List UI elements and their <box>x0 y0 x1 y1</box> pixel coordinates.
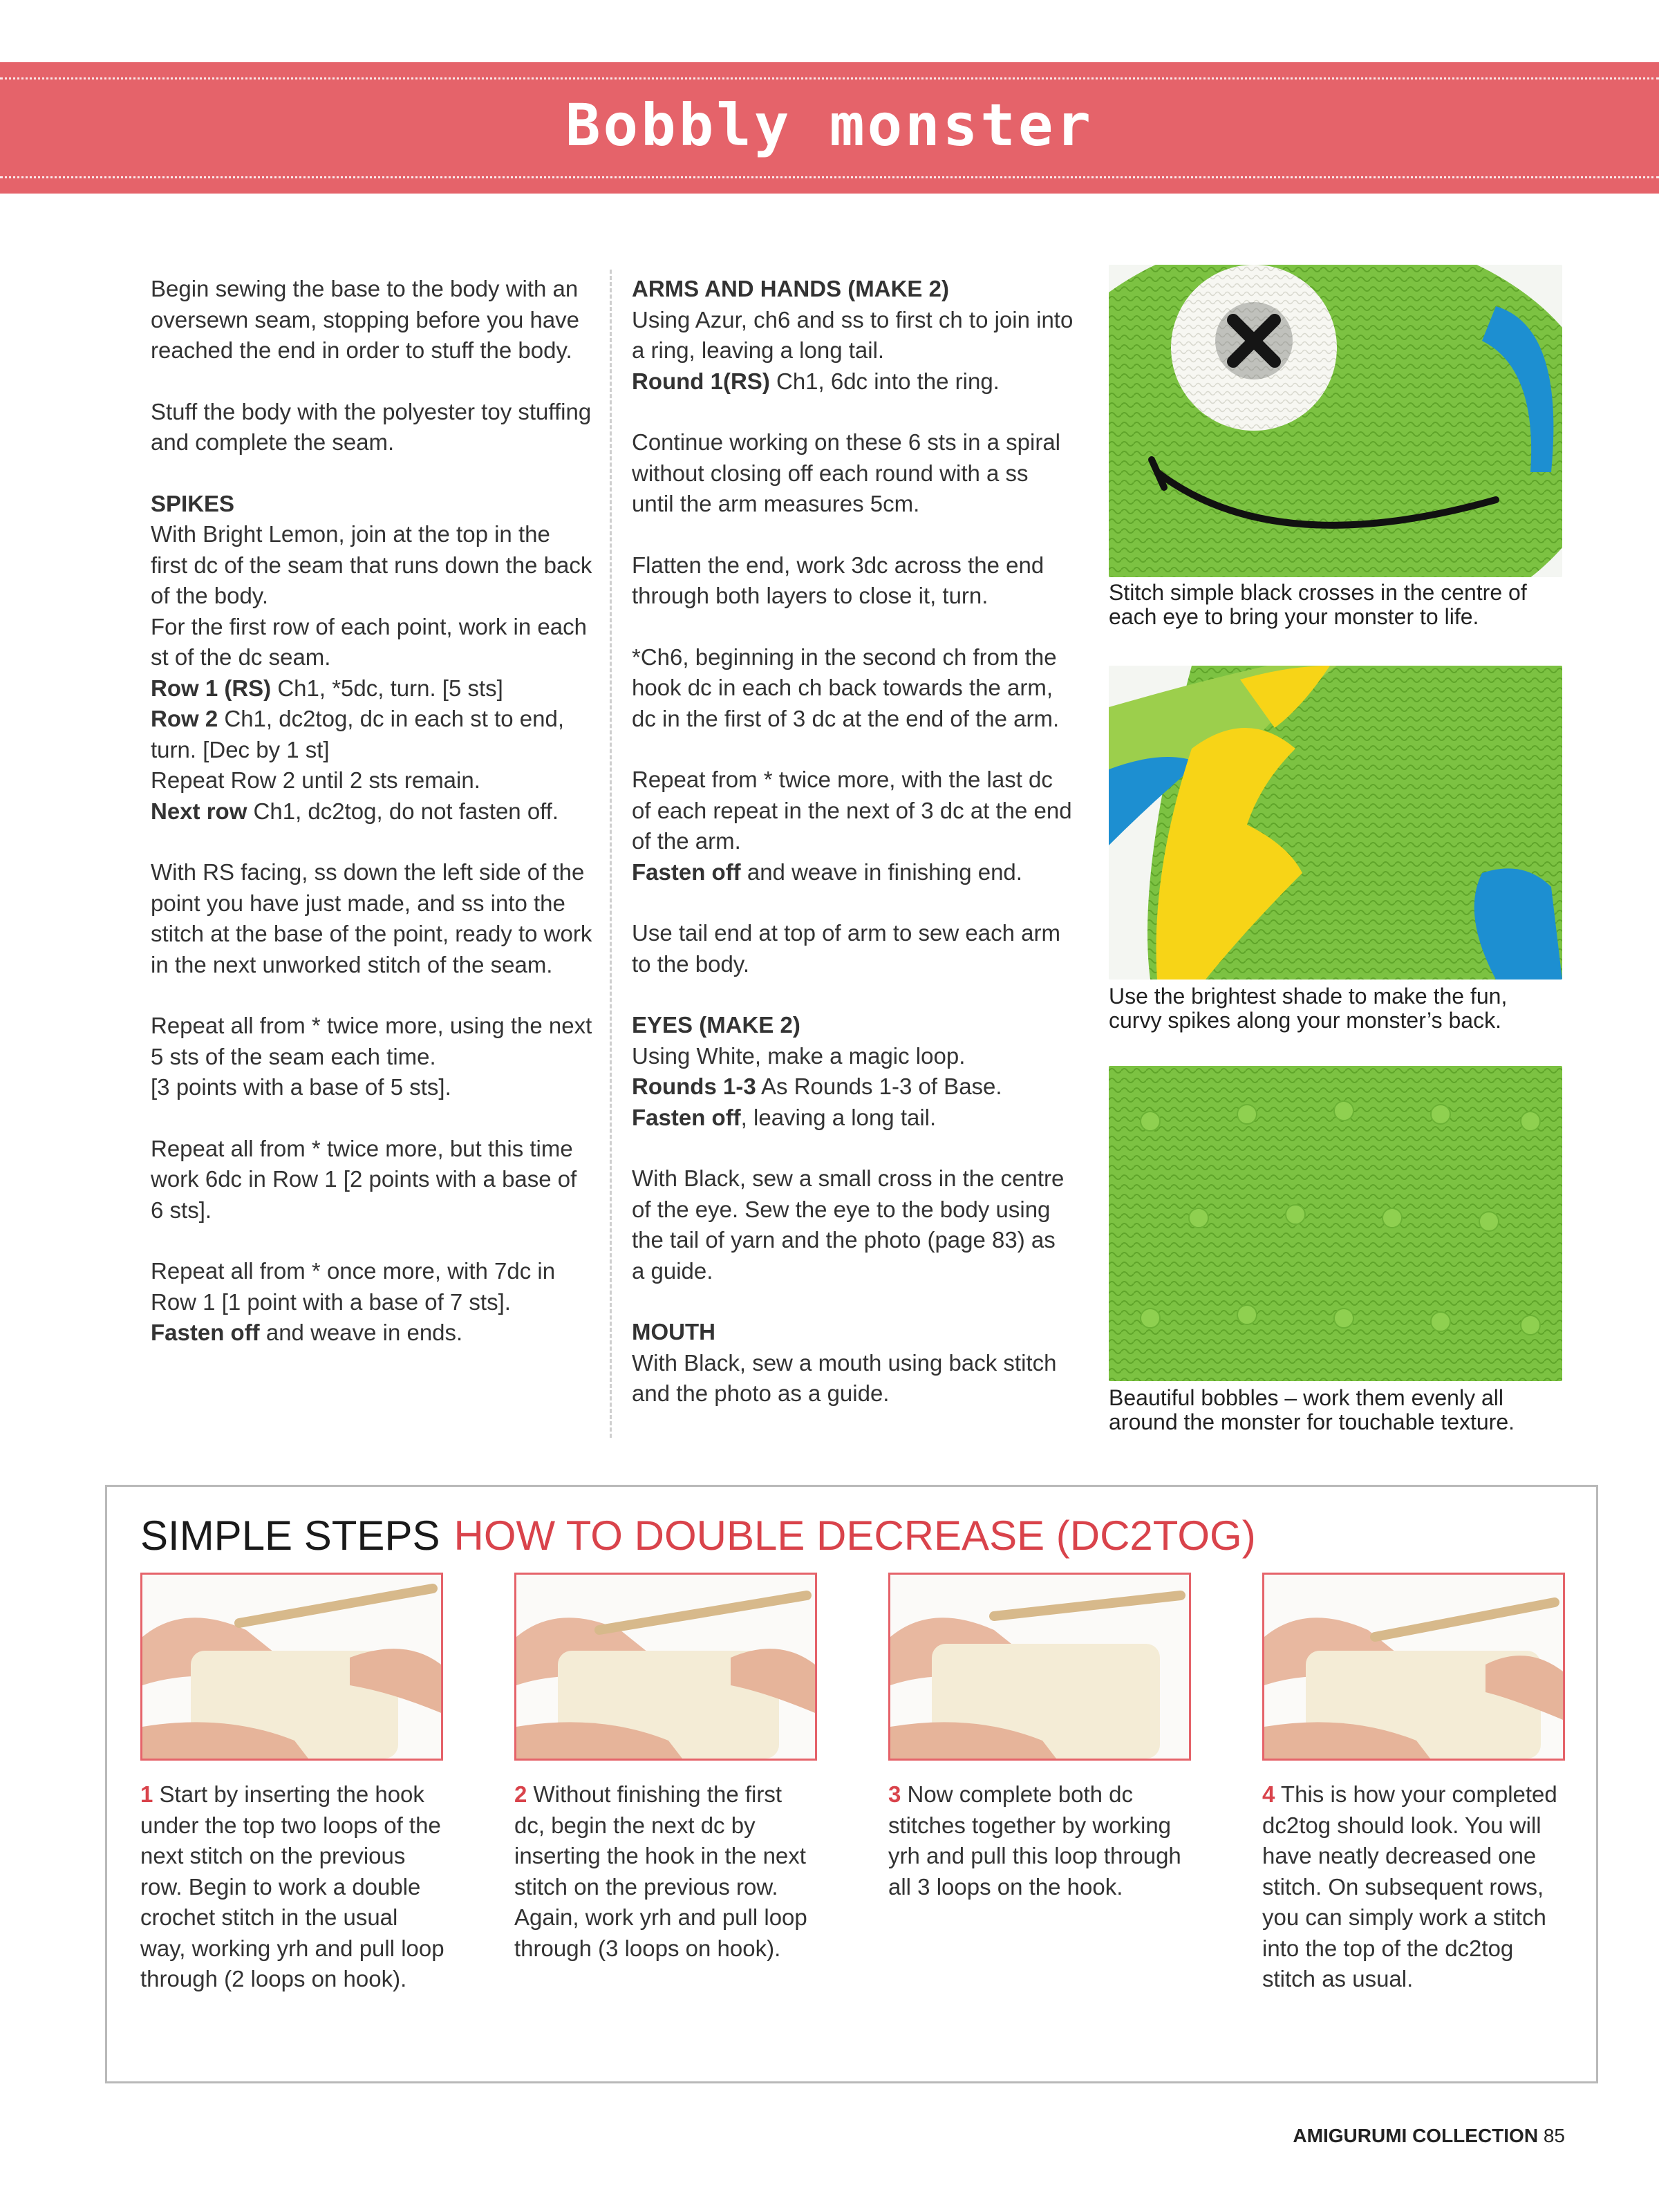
repeat-from-text: Repeat from * twice more, with the last dc of each repeat in the next of 3 dc at the end of the arm. <box>632 767 1072 854</box>
step-4-description: This is how your completed dc2tog should look. You will have neatly decreased one stitch. On subsequent rows, you can simply work a stitch into the top of the dc2tog stitch as usual. <box>1262 1781 1557 1991</box>
steps-title-prefix: SIMPLE STEPS <box>140 1512 440 1559</box>
simple-steps-box <box>105 1485 1598 2083</box>
paragraph-sewing-base: Begin sewing the base to the body with an oversewn seam, stopping before you have reached the end in order to stuff the body. <box>151 276 580 363</box>
eyes-instruction: Using White, make a magic loop. <box>632 1042 966 1069</box>
photo-bobbles-texture <box>1109 1066 1562 1381</box>
paragraph-stuffing: Stuff the body with the polyester toy stuffing and complete the seam. <box>151 398 592 455</box>
step-1-photo <box>140 1573 443 1761</box>
step-3-number: 3 <box>888 1781 901 1807</box>
step-1-description: Start by inserting the hook under the top two loops of the next stitch on the previous row. Begin to work a double crochet stitch in the usual way, working yrh and pull loop through (2 loops on hook). <box>140 1781 444 1991</box>
round1-label: Round 1(RS) <box>632 368 770 394</box>
page-footer <box>1293 2125 1565 2147</box>
step-4-photo <box>1262 1573 1565 1761</box>
mouth-instruction: With Black, sew a mouth using back stitch and the photo as a guide. <box>632 1349 1057 1406</box>
fasten-off-text-3: , leaving a long tail. <box>740 1104 937 1130</box>
text-column-middle <box>632 274 1074 1440</box>
rounds-label: Rounds 1-3 <box>632 1074 756 1099</box>
column-divider <box>610 270 612 1438</box>
photo-monster-spikes <box>1109 666 1562 980</box>
row2-label: Row 2 <box>151 706 218 731</box>
heading-eyes: EYES (MAKE 2) <box>632 1012 800 1038</box>
step-4-number: 4 <box>1262 1781 1275 1807</box>
next-row-label: Next row <box>151 798 247 824</box>
fasten-off-label-2: Fasten off <box>632 859 741 885</box>
step-3-photo <box>888 1573 1191 1761</box>
steps-title-main: HOW TO DOUBLE DECREASE (DC2TOG) <box>453 1512 1256 1559</box>
page-title: Bobbly monster <box>565 91 1094 159</box>
heading-arms: ARMS AND HANDS (MAKE 2) <box>632 276 949 301</box>
paragraph-black-cross: With Black, sew a small cross in the centre of the eye. Sew the eye to the body using the tail of yarn and the photo (page 83) as a guide. <box>632 1165 1065 1284</box>
caption-spikes-photo: Use the brightest shade to make the fun, curvy spikes along your monster’s back. <box>1109 984 1508 1033</box>
round1-text: Ch1, 6dc into the ring. <box>769 368 1000 394</box>
repeat-row2: Repeat Row 2 until 2 sts remain. <box>151 767 480 793</box>
banner-dotted-line-bottom <box>0 176 1659 178</box>
rounds-text: As Rounds 1-3 of Base. <box>756 1074 1002 1099</box>
section-mouth <box>632 1317 1074 1409</box>
spikes-instruction-2: For the first row of each point, work in each st of the dc seam. <box>151 613 587 670</box>
section-spikes <box>151 489 593 827</box>
paragraph-repeat-1 <box>151 1011 593 1103</box>
step-2-number: 2 <box>514 1781 527 1807</box>
row1-label: Row 1 (RS) <box>151 675 272 701</box>
repeat-1-text: Repeat all from * twice more, using the next 5 sts of the seam each time. <box>151 1013 592 1069</box>
fasten-off-label: Fasten off <box>151 1320 260 1345</box>
step-3-text <box>888 1779 1192 1902</box>
heading-mouth: MOUTH <box>632 1319 715 1344</box>
row1-text: Ch1, *5dc, turn. [5 sts] <box>271 675 503 701</box>
magazine-name: AMIGURUMI COLLECTION <box>1293 2125 1539 2146</box>
arms-instruction: Using Azur, ch6 and ss to first ch to join into a ring, leaving a long tail. <box>632 306 1074 363</box>
repeat-3-text: Repeat all from * once more, with 7dc in Row 1 [1 point with a base of 7 sts]. <box>151 1258 556 1315</box>
row2-text: Ch1, dc2tog, dc in each st to end, turn. [Dec by 1 st] <box>151 706 565 762</box>
step-1 <box>140 1573 444 1995</box>
step-1-number: 1 <box>140 1781 153 1807</box>
heading-spikes: SPIKES <box>151 490 235 516</box>
step-3 <box>888 1573 1192 1902</box>
caption-bobbles-photo: Beautiful bobbles – work them evenly all around the monster for touchable texture. <box>1109 1385 1515 1434</box>
steps-title <box>140 1512 1256 1559</box>
fasten-off-text-2: and weave in finishing end. <box>740 859 1022 885</box>
next-row-text: Ch1, dc2tog, do not fasten off. <box>247 798 559 824</box>
caption-eye-photo: Stitch simple black crosses in the centre of each eye to bring your monster to life. <box>1109 580 1527 629</box>
text-column-left <box>151 274 593 1379</box>
paragraph-repeat-3 <box>151 1256 593 1349</box>
paragraph-ch6: *Ch6, beginning in the second ch from the hook dc in each ch back towards the arm, dc in the first of 3 dc at the end of the arm. <box>632 644 1060 731</box>
step-2 <box>514 1573 818 1964</box>
banner-dotted-line-top <box>0 77 1659 79</box>
page-number: 85 <box>1543 2125 1565 2146</box>
section-eyes <box>632 1010 1074 1133</box>
paragraph-repeat-from <box>632 765 1074 888</box>
step-4-text <box>1262 1779 1566 1995</box>
paragraph-continue: Continue working on these 6 sts in a spiral without closing off each round with a ss until the arm measures 5cm. <box>632 429 1061 516</box>
paragraph-flatten: Flatten the end, work 3dc across the end through both layers to close it, turn. <box>632 552 1044 608</box>
photo-monster-eye <box>1109 265 1562 577</box>
paragraph-rs-facing: With RS facing, ss down the left side of the point you have just made, and ss into the stitch at the base of the point, ready to work in the next unworked stitch of the seam. <box>151 859 592 977</box>
repeat-1-count: [3 points with a base of 5 sts]. <box>151 1074 451 1100</box>
step-3-description: Now complete both dc stitches together by working yrh and pull this loop through all 3 loops on the hook. <box>888 1781 1181 1900</box>
title-banner <box>0 62 1659 194</box>
step-2-text <box>514 1779 818 1964</box>
step-1-text <box>140 1779 444 1995</box>
step-2-photo <box>514 1573 817 1761</box>
fasten-off-label-3: Fasten off <box>632 1104 741 1130</box>
paragraph-tail: Use tail end at top of arm to sew each arm to the body. <box>632 920 1060 977</box>
paragraph-repeat-2: Repeat all from * twice more, but this time work 6dc in Row 1 [2 points with a base of 6 sts]. <box>151 1135 577 1223</box>
section-arms <box>632 274 1074 397</box>
step-2-description: Without finishing the first dc, begin the next dc by inserting the hook in the next stitch on the previous row. Again, work yrh and pull loop through (3 loops on hook). <box>514 1781 807 1961</box>
fasten-off-text: and weave in ends. <box>259 1320 463 1345</box>
step-4 <box>1262 1573 1566 1995</box>
spikes-instruction: With Bright Lemon, join at the top in the first dc of the seam that runs down the back of the body. <box>151 521 592 608</box>
